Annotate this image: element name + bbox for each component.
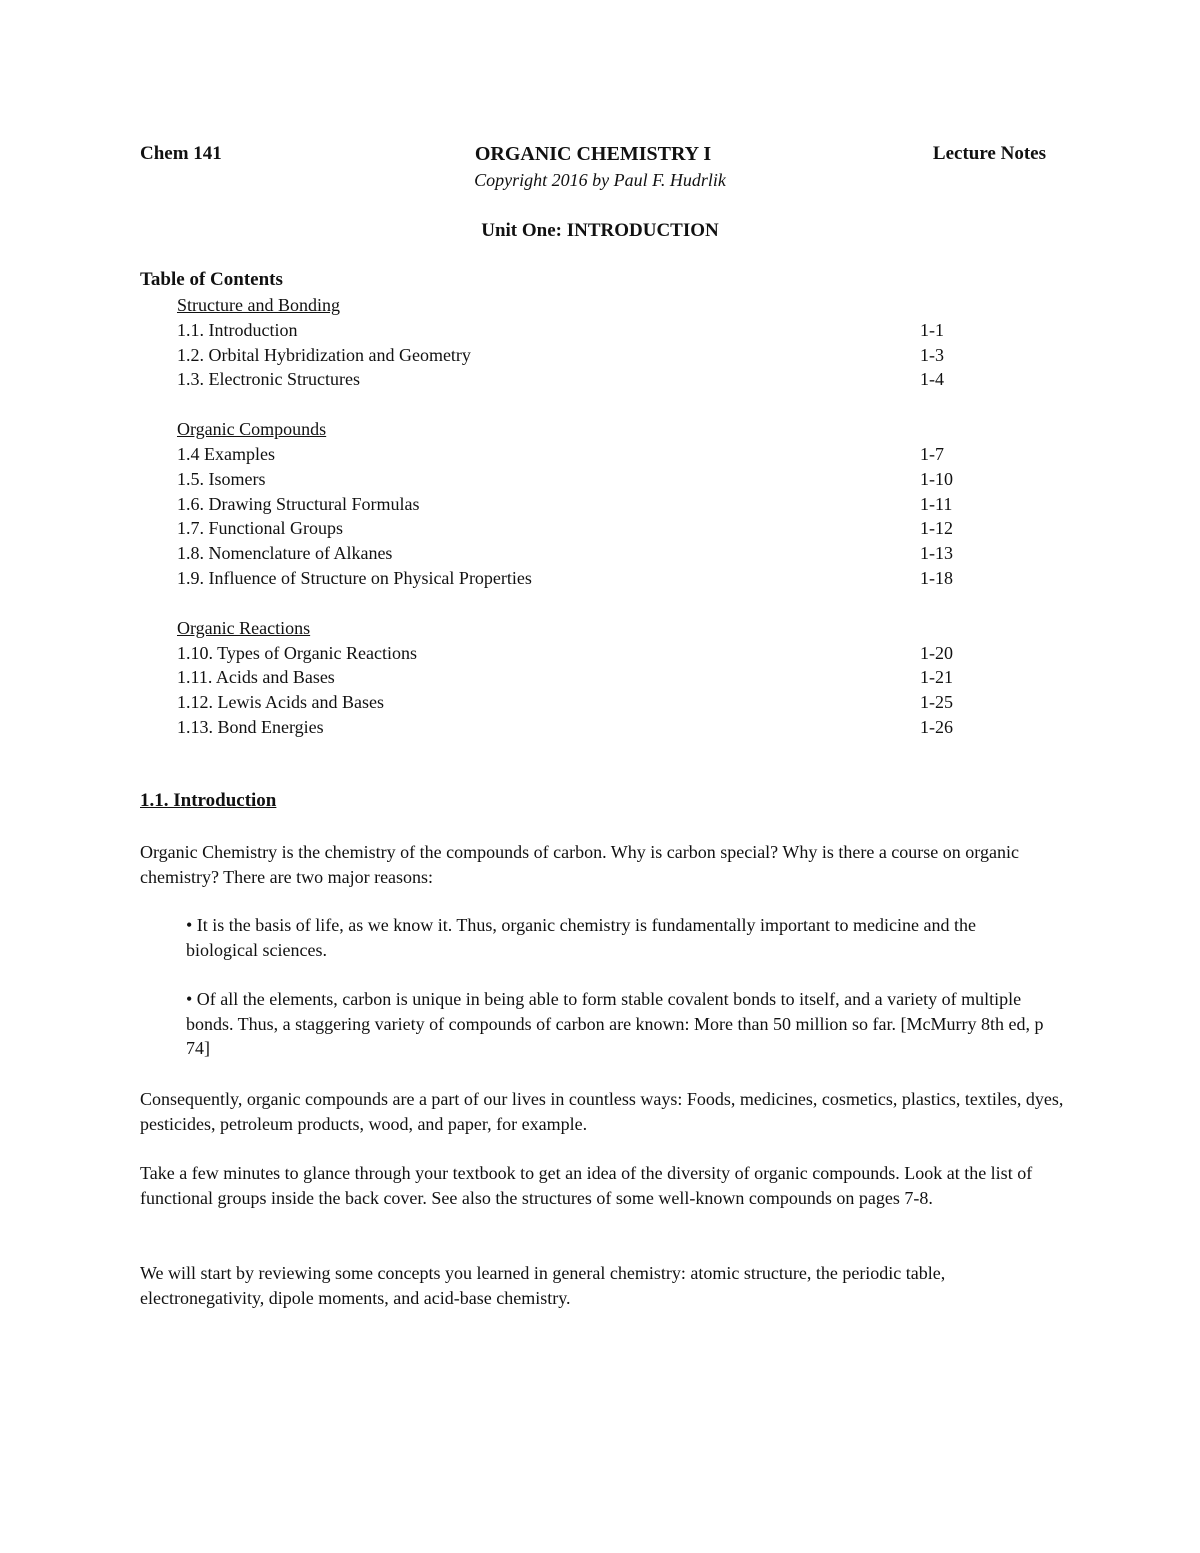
doc-type-label: Lecture Notes [932,143,1046,164]
toc-item-page: 1-1 [920,319,944,340]
toc-item-page: 1-11 [920,493,953,514]
toc-item-label: 1.1. Introduction [177,319,298,340]
toc-item-label: 1.5. Isomers [177,468,266,489]
toc-item [177,318,977,343]
toc-item [177,665,977,690]
toc-item [177,367,977,392]
toc-item-page: 1-3 [920,344,944,365]
toc-item [177,690,977,715]
toc-item-label: 1.4 Examples [177,443,275,464]
toc-item-page: 1-26 [920,716,953,737]
copyright-line: Copyright 2016 by Paul F. Hudrlik [474,170,726,190]
paragraph: Take a few minutes to glance through your textbook to get an idea of the diversity of organic compounds. Look at the list of functional groups inside the back cover. See also the structures of some well-known compounds on pages 7-8. [140,1163,1033,1208]
bullet-point: • Of all the elements, carbon is unique in being able to form stable covalent bonds to itself, and a variety of multiple bonds. Thus, a staggering variety of compounds of carbon are known: More than 50 million so far. [McMurry 8th ed, p 74] [186,989,1044,1058]
toc-item [177,715,977,740]
toc-item-label: 1.8. Nomenclature of Alkanes [177,543,393,564]
toc-item-page: 1-12 [920,518,953,539]
toc-title: Table of Contents [140,269,283,290]
toc-item-page: 1-25 [920,692,953,713]
toc-item-page: 1-21 [920,667,953,688]
toc-group-organic-compounds [177,417,977,591]
toc-item-page: 1-13 [920,543,953,564]
paragraph: We will start by reviewing some concepts you learned in general chemistry: atomic structure, the periodic table, electronegativity, dipole moments, and acid-base chemistry. [140,1263,946,1308]
table-of-contents [177,293,977,765]
toc-item-page: 1-10 [920,468,953,489]
toc-item-label: 1.10. Types of Organic Reactions [177,642,418,663]
toc-item [177,467,977,492]
toc-item [177,492,977,517]
toc-item-page: 1-18 [920,567,953,588]
toc-item [177,516,977,541]
bullet-point: • It is the basis of life, as we know it. Thus, organic chemistry is fundamentally important to medicine and the biological sciences. [186,915,976,960]
toc-group-structure-bonding [177,293,977,392]
toc-item-label: 1.7. Functional Groups [177,518,343,539]
toc-item-label: 1.2. Orbital Hybridization and Geometry [177,344,471,365]
toc-group-organic-reactions [177,616,977,740]
toc-item [177,541,977,566]
toc-item [177,343,977,368]
course-label: Chem 141 [140,143,222,164]
toc-group-title: Organic Compounds [177,419,327,440]
toc-item-label: 1.6. Drawing Structural Formulas [177,493,420,514]
toc-item-page: 1-7 [920,443,944,464]
paragraph: Organic Chemistry is the chemistry of the compounds of carbon. Why is carbon special? Why is there a course on organic chemistry? There are two major reasons: [140,842,1019,887]
toc-item-label: 1.3. Electronic Structures [177,369,360,390]
toc-group-title: Structure and Bonding [177,295,340,315]
toc-item-page: 1-4 [920,369,944,390]
toc-item [177,442,977,467]
paragraph: Consequently, organic compounds are a part of our lives in countless ways: Foods, medicines, cosmetics, plastics, textiles, dyes, pesticides, petroleum products, wood, and paper, for example. [140,1089,1064,1134]
unit-title: Unit One: INTRODUCTION [481,220,719,241]
toc-group-title: Organic Reactions [177,617,311,638]
toc-item-label: 1.12. Lewis Acids and Bases [177,692,384,713]
page-header [140,143,1046,169]
toc-item [177,641,977,666]
toc-item-label: 1.9. Influence of Structure on Physical Properties [177,567,532,588]
toc-item-label: 1.13. Bond Energies [177,716,324,737]
document-title: ORGANIC CHEMISTRY I [474,143,712,165]
toc-item-page: 1-20 [920,642,953,663]
toc-item-label: 1.11. Acids and Bases [177,667,335,688]
toc-item [177,566,977,591]
section-heading: 1.1. Introduction [140,790,277,811]
